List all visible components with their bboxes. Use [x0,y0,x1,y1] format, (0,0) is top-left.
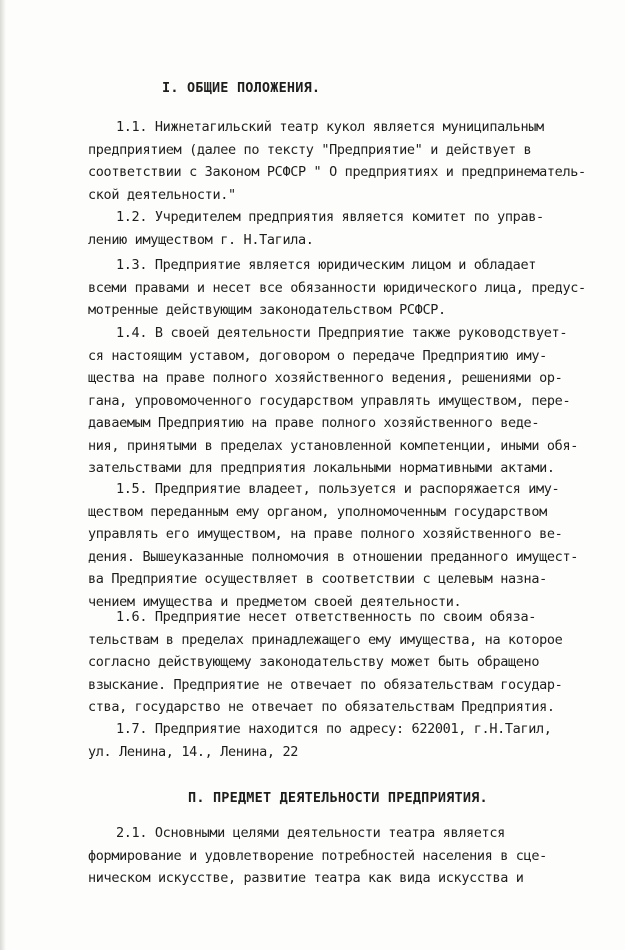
paragraph-1-3 [88,254,608,322]
section-2-heading: П. ПРЕДМЕТ ДЕЯТЕЛЬНОСТИ ПРЕДПРИЯТИЯ. [188,790,488,806]
paragraph-line: тельствам в пределах принадлежащего ему имущества, на которое [88,631,563,648]
paragraph-line: формирование и удовлетворение потребностей населения в сце- [88,847,547,864]
paragraph-line: ся настоящим уставом, договором о передаче Предприятию иму- [88,347,547,364]
paragraph-line: мотренные действующим законодательством РСФСР. [88,302,446,318]
paragraph-line: даваемым Предприятию на праве полного хозяйственного веде- [88,415,540,431]
paragraph-1-5 [88,478,608,613]
section-1-heading: I. ОБЩИЕ ПОЛОЖЕНИЯ. [162,80,321,96]
paragraph-2-1 [88,822,608,890]
paragraph-line: 1.7. Предприятие находится по адресу: 622001, г.Н.Тагил, [116,721,552,737]
paragraph-1-1 [88,116,608,206]
paragraph-line: гана, упровомоченного государством управлять имуществом, пере- [88,392,571,409]
paragraph-line: лению имуществом г. Н.Тагила. [88,231,314,248]
paragraph-line: ществом переданным ему органом, уполномоченным государством [88,503,547,520]
paragraph-line: 1.1. Нижнетагильский театр кукол является муниципальным [116,119,544,135]
paragraph-line: 1.5. Предприятие владеет, пользуется и распоряжается иму- [116,481,560,497]
paragraph-line: ул. Ленина, 14., Ленина, 22 [88,743,298,760]
paragraph-line: чением имущества и предметом своей деятельности. [88,593,462,610]
paragraph-line: управлять его имуществом, на праве полного хозяйственного ве- [88,526,563,542]
paragraph-line: 1.2. Учредителем предприятия является комитет по управ- [116,209,544,225]
paragraph-1-4 [88,322,608,480]
paragraph-line: зательствами для предприятия локальными нормативными актами. [88,460,555,476]
paragraph-line: дения. Вышеуказанные полномочия в отношении преданного имущест- [88,548,578,565]
paragraph-line: 1.6. Предприятие несет ответственность по своим обяза- [116,609,536,625]
paragraph-line: щества на праве полного хозяйственного ведения, решениями ор- [88,370,563,386]
paragraph-1-2 [88,206,608,251]
paragraph-line: ва Предприятие осуществляет в соответствии с целевым назна- [88,571,547,587]
paragraph-line: ства, государство не отвечает по обязательствам Предприятия. [88,699,555,715]
paragraph-line: 2.1. Основными целями деятельности театра является [116,825,505,841]
paragraph-line: ническом искусстве, развитие театра как вида искусства и [88,870,524,886]
paragraph-line: ния, принятыми в пределах установленной компетенции, иными обя- [88,437,578,454]
paragraph-line: взыскание. Предприятие не отвечает по обязательствам государ- [88,676,563,693]
scan-edge-shadow [0,0,6,950]
paragraph-1-7 [88,718,608,763]
paragraph-line: соответствии с Законом РСФСР " О предприятиях и предпринематель- [88,164,586,180]
paragraph-line: 1.4. В своей деятельности Предприятие также руководствует- [116,325,568,341]
paragraph-1-6 [88,606,608,719]
paragraph-line: всеми правами и несет все обязанности юридического лица, предус- [88,279,586,296]
paragraph-line: ской деятельности." [88,186,236,203]
paragraph-line: предприятием (далее по тексту "Предприятие" и действует в [88,141,532,158]
paragraph-line: 1.3. Предприятие является юридическим лицом и обладает [116,257,536,273]
paragraph-line: согласно действующему законодательству может быть обращено [88,654,540,670]
